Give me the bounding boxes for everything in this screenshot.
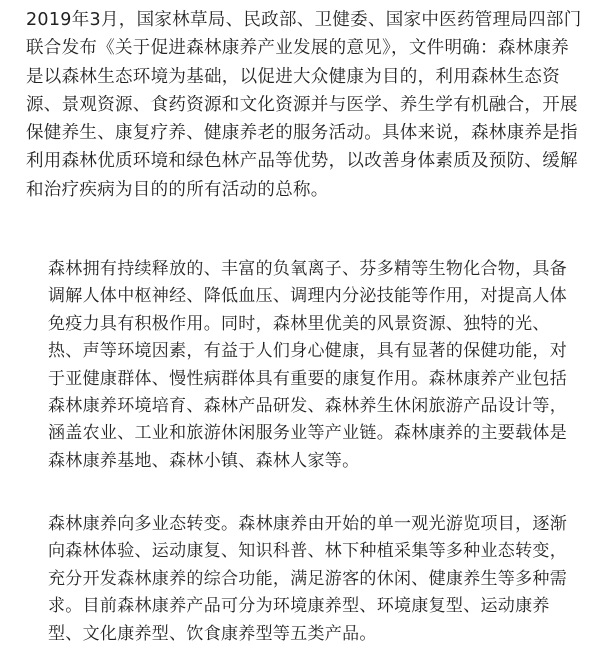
paragraph-policy-intro: 2019年3月，国家林草局、民政部、卫健委、国家中医药管理局四部门联合发布《关于促进森林康养产业发展的意见》，文件明确：森林康养是以森林生态环境为基础，以促进大众健康为目的，利用森林生态资源、景观资源、食药资源和文化资源并与医学、养生学有机融合，开展保健养生、康复疗养、健康养老的服务活动。具体来说，森林康养是指利用森林优质环境和绿色林产品等优势，以改善身体素质及预防、缓解和治疗疾病为目的的所有活动的总称。 [26,10,582,200]
paragraph-forest-benefits: 森林拥有持续释放的、丰富的负氧离子、芬多精等生物化合物，具备调解人体中枢神经、降低血压、调理内分泌技能等作用，对提高人体免疫力具有积极作用。同时，森林里优美的风景资源、独特的光、热、声等环境因素，有益于人们身心健康，具有显著的保健功能，对于亚健康群体、慢性病群体具有重要的康复作用。森林康养产业包括森林康养环境培育、森林产品研发、森林养生休闲旅游产品设计等，涵盖农业、工业和旅游休闲服务业等产业链。森林康养的主要载体是森林康养基地、森林小镇、森林人家等。 [48,259,567,471]
paragraph-industry-trends: 森林康养向多业态转变。森林康养由开始的单一观光游览项目，逐渐向森林体验、运动康复、知识科普、林下种植采集等多种业态转变，充分开发森林康养的综合功能，满足游客的休闲、健康养生等多种需求。目前森林康养产品可分为环境康养型、环境康复型、运动康养型、文化康养型、饮食康养型等五类产品。 [48,514,567,644]
